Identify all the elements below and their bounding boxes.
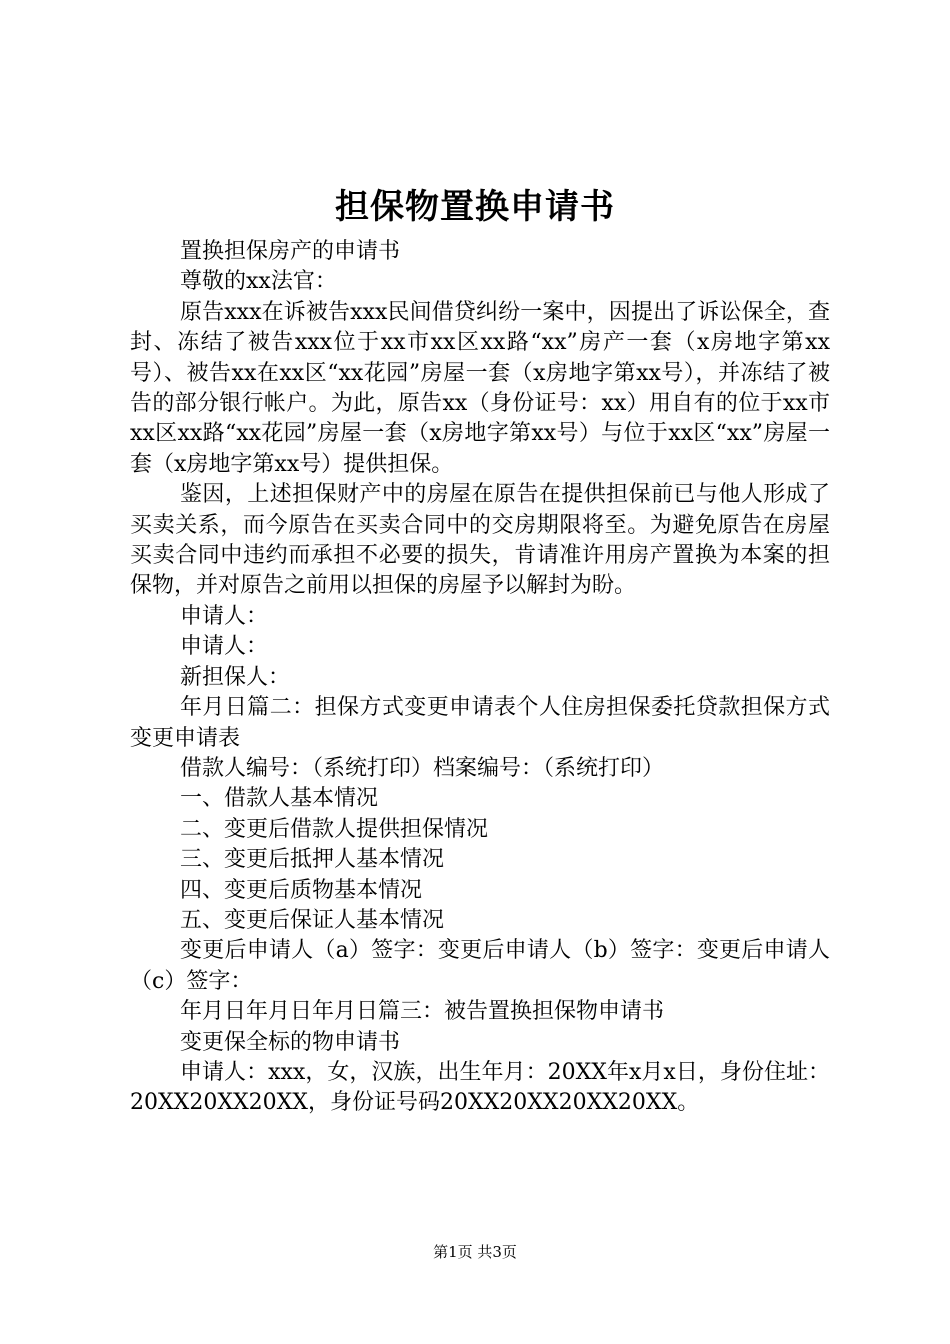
section-heading: 年月日篇二：担保方式变更申请表个人住房担保委托贷款担保方式变更申请表 bbox=[130, 695, 830, 751]
salutation-paragraph: 尊敬的xx法官： bbox=[180, 269, 337, 295]
list-item: 二、变更后借款人提供担保情况 bbox=[180, 816, 489, 842]
list-item: 三、变更后抵押人基本情况 bbox=[180, 847, 445, 873]
body-paragraph: 申请人：xxx，女，汉族，出生年月：20XX年x月x日，身份住址：20XX20XX20XX，身份证号码20XX20XX20XX20XX。 bbox=[130, 1059, 830, 1116]
signature-line: 申请人： bbox=[180, 603, 269, 629]
list-item: 四、变更后质物基本情况 bbox=[180, 877, 423, 903]
body-paragraph: 原告xxx在诉被告xxx民间借贷纠纷一案中，因提出了诉讼保全，查封、冻结了被告xxx位于xx市xx区xx路“xx”房产一套（x房地字第xx号）、被告xx在xx区“xx花园”房屋一套（x房地字第xx号），并冻结了被告的部分银行帐户。为此，原告xx（身份证号：xx）用自有的位于xx市xx区xx路“xx花园”房屋一套（x房地字第xx号）与位于xx区“xx”房屋一套（x房地字第xx号）提供担保。 bbox=[130, 299, 830, 477]
signature-line: 新担保人： bbox=[180, 664, 291, 690]
signature-line: 申请人： bbox=[180, 634, 269, 660]
body-paragraph: 借款人编号：（系统打印）档案编号：（系统打印） bbox=[180, 755, 665, 781]
list-item: 五、变更后保证人基本情况 bbox=[180, 907, 445, 933]
section-subtitle: 变更保全标的物申请书 bbox=[180, 1029, 401, 1055]
document-title: 担保物置换申请书 bbox=[335, 187, 615, 227]
page-footer: 第1页 共3页 bbox=[433, 1243, 517, 1261]
body-paragraph: 鉴因，上述担保财产中的房屋在原告在提供担保前已与他人形成了买卖关系，而今原告在买卖合同中的交房期限将至。为避免原告在房屋买卖合同中违约而承担不必要的损失，肯请准许用房产置换为本案的担保物，并对原告之前用以担保的房屋予以解封为盼。 bbox=[130, 482, 830, 599]
signature-paragraph: 变更后申请人（a）签字：变更后申请人（b）签字：变更后申请人（c）签字： bbox=[130, 938, 830, 994]
subtitle-paragraph: 置换担保房产的申请书 bbox=[180, 239, 401, 264]
document-body bbox=[130, 237, 830, 1119]
list-item: 一、借款人基本情况 bbox=[180, 786, 379, 812]
section-heading: 年月日年月日年月日篇三：被告置换担保物申请书 bbox=[180, 999, 665, 1025]
